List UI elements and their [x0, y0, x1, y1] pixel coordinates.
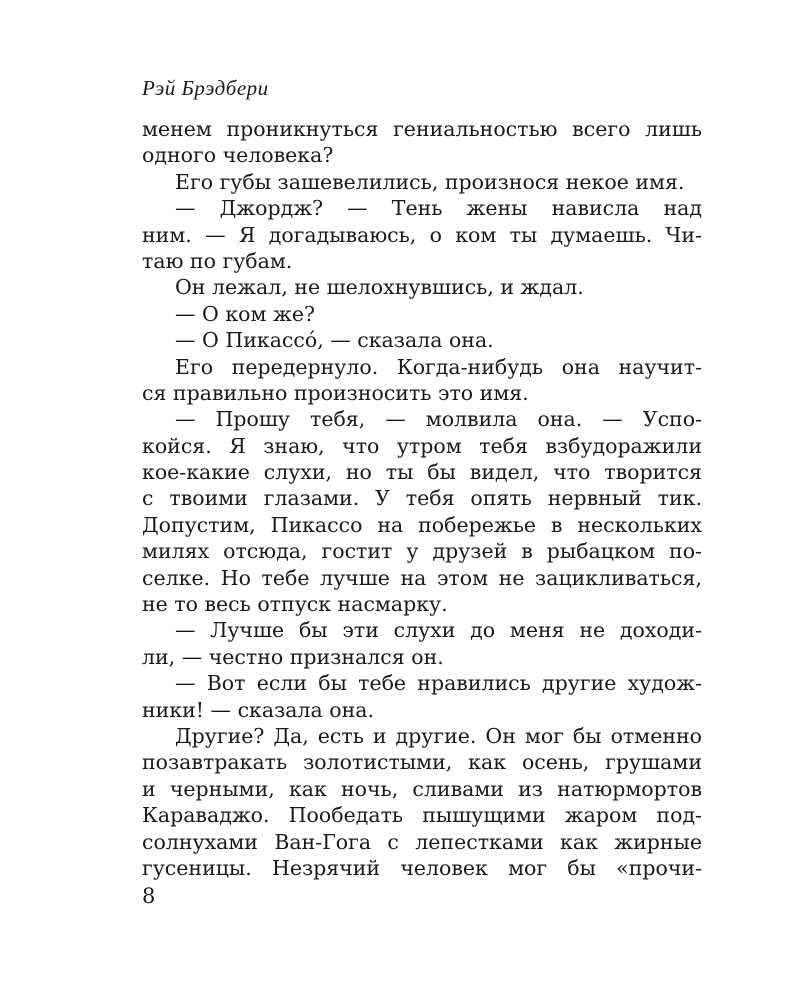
- text-line: — Лучше бы эти слухи до меня не доходи-: [175, 618, 702, 643]
- text-line: койся. Я знаю, что утром тебя взбудоражили: [142, 433, 702, 458]
- text-line: милях отсюда, гостит у друзей в рыбацком по-: [142, 539, 702, 564]
- text-line: солнухами Ван-Гога с лепестками как жирные: [142, 829, 702, 854]
- text-line: — О ком же?: [175, 301, 315, 326]
- text-line: Другие? Да, есть и другие. Он мог бы отменно: [175, 723, 702, 748]
- running-header: Рэй Брэдбери: [142, 76, 269, 100]
- text-line: с твоими глазами. У тебя опять нервный тик.: [142, 486, 702, 511]
- text-line: и черными, как ночь, сливами из натюрмортов: [142, 776, 702, 801]
- text-line: менем проникнуться гениальностью всего лишь: [142, 117, 702, 141]
- text-line: ники! — сказала она.: [142, 697, 374, 722]
- text-line: Допустим, Пикассо на побережье в нескольких: [142, 512, 702, 537]
- text-line: — Вот если бы тебе нравились другие худож-: [175, 671, 702, 696]
- text-line: не то весь отпуск насмарку.: [142, 592, 448, 617]
- text-line: Он лежал, не шелохнувшись, и ждал.: [175, 275, 584, 300]
- text-line: Его передернуло. Когда-нибудь она научит-: [175, 354, 702, 379]
- text-line: ли, — честно признался он.: [142, 644, 444, 669]
- text-line: ся правильно произносить это имя.: [142, 380, 529, 405]
- text-line: Караваджо. Пообедать пышущими жаром под-: [142, 803, 702, 828]
- text-line: — Прошу тебя, — молвила она. — Успо-: [175, 407, 702, 432]
- text-line: ним. — Я догадываюсь, о ком ты думаешь. Чи-: [142, 222, 702, 247]
- text-line: — О Пикассó, — сказала она.: [175, 328, 494, 353]
- text-line: позавтракать золотистыми, как осень, грушами: [142, 750, 702, 775]
- text-line: таю по губам.: [142, 248, 293, 273]
- text-line: селке. Но тебе лучше на этом не зацикливаться,: [142, 565, 702, 590]
- body-text: [142, 116, 702, 881]
- text-line: гусеницы. Незрячий человек мог бы «прочи-: [142, 855, 702, 880]
- page-number: 8: [142, 884, 156, 908]
- text-line: кое-какие слухи, но ты бы видел, что творится: [142, 460, 702, 485]
- text-line: Его губы зашевелились, произнося некое имя.: [175, 169, 685, 194]
- text-line: — Джордж? — Тень жены нависла над: [175, 196, 702, 221]
- text-line: одного человека?: [142, 143, 334, 168]
